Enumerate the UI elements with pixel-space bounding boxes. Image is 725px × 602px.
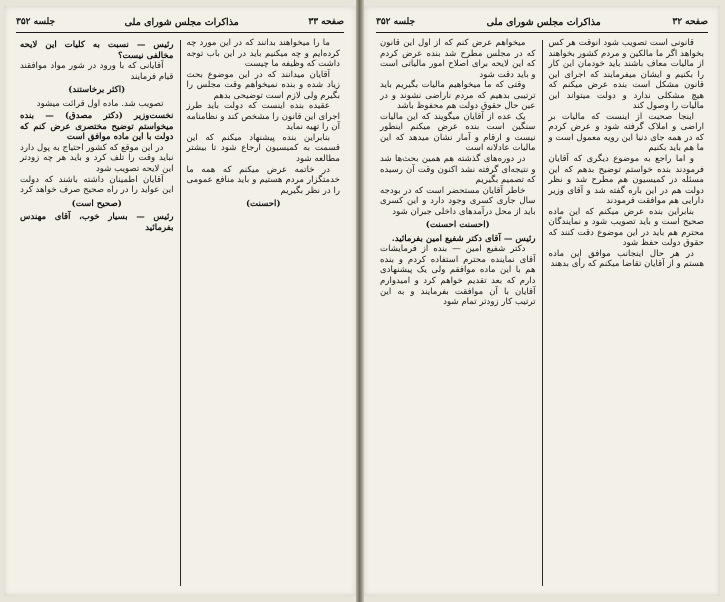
paragraph: در هر حال اینجانب موافق این ماده هستم و از آقایان تقاضا میکنم که رأی بدهند — [548, 248, 704, 270]
speaker-line: نخست‌وزیر (دکتر مصدق) — بنده میخواستم توضیح مختصری عرض کنم که دولت با این ماده موافق است — [20, 111, 174, 143]
right-page-columns — [374, 38, 710, 588]
right-page-header — [376, 14, 708, 30]
applause-note: (احسنت) — [245, 199, 281, 210]
paragraph: بنابراین بنده پیشنهاد میکنم که این قسمت به کمیسیون ارجاع شود تا بیشتر مطالعه شود — [186, 132, 340, 165]
right-page-number: صفحه ۳۲ — [672, 17, 708, 27]
paragraph: در دوره‌های گذشته هم همین بحث‌ها شد و نتیجه‌ای گرفته نشد اکنون وقت آن رسیده که تصمیم بگیریم — [380, 154, 536, 186]
speaker-line: رئیس — بسیار خوب، آقای مهندس بفرمائید — [20, 212, 174, 233]
paragraph: در این موقع که کشور احتیاج به پول دارد نباید وقت را تلف کرد و باید هر چه زودتر این لایحه تصویب شود — [20, 142, 174, 175]
paragraph: دکتر شفیع امین — بنده از فرمایشات آقای نماینده محترم استفاده کردم و بنده هم با این ماده موافقم ولی یک پیشنهادی دارم که بعد تقدیم خواهم کرد و امیدوارم آقایان با آن موافقت بفرمایند و به این ترتیب کار زودتر تمام شود — [380, 244, 536, 308]
speaker-line: رئیس — نسبت به کلیات این لایحه مخالفی نیست؟ — [20, 40, 174, 61]
paragraph: آقایان اطمینان داشته باشند که دولت این عواید را در راه صحیح صرف خواهد کرد — [20, 174, 174, 196]
paragraph: میخواهم عرض کنم که از اول این قانون که در مجلس مطرح شد بنده عرض کردم که این لایحه برای اصلاح امور مالیاتی است و باید دقت شود — [380, 38, 536, 80]
left-page-session: جلسه ۳۵۲ — [16, 17, 56, 27]
left-page-col-outer — [181, 38, 347, 588]
paragraph: عقیده بنده اینست که دولت باید طرز اجرای این قانون را مشخص کند و نظامنامه آن را تهیه نماید — [186, 101, 340, 133]
book-gutter — [356, 0, 364, 602]
left-page-col-inner — [14, 38, 180, 588]
paragraph: وقتی که ما میخواهیم مالیات بگیریم باید ترتیبی بدهیم که مردم ناراضی نشوند و در عین حال حقوق دولت هم محفوظ باشد — [380, 80, 536, 112]
column-divider — [180, 40, 181, 586]
right-page-col-outer — [543, 38, 711, 588]
right-header-rule — [376, 32, 708, 33]
left-page-title: مذاکرات مجلس شورای ملی — [124, 16, 239, 28]
left-page-number: صفحه ۳۳ — [308, 17, 344, 27]
left-header-rule — [16, 32, 344, 33]
paragraph: ما را میخواهند بدانند که در این مورد چه کرده‌ایم و چه میکنیم باید در این باب توجه داشت که وظیفه ما چیست — [186, 38, 340, 70]
paragraph: یک عده از آقایان میگویند که این مالیات سنگین است بنده عرض میکنم اینطور نیست و ارقام و آمار نشان میدهد که این مالیات عادلانه است — [380, 111, 536, 154]
applause-note: (احسنت احسنت) — [425, 220, 490, 231]
speaker-line: رئیس — آقای دکتر شفیع امین بفرمائید. — [391, 233, 536, 244]
paragraph: و اما راجع به موضوع دیگری که آقایان فرمودند بنده خواستم توضیح بدهم که این مسئله در کمیسیون هم مطرح شد و نظر دولت هم در این باره گفته شد و آقای وزیر دارایی هم موافقت فرمودند — [548, 154, 704, 207]
vote-note: (اکثر برخاستند) — [68, 85, 126, 96]
paragraph: بنابراین بنده عرض میکنم که این ماده صحیح است و باید تصویب شود و نمایندگان محترم هم باید در این موضوع دقت کنند که حقوق دولت حفظ شود — [548, 206, 704, 249]
paragraph: اینجا صحبت از اینست که مالیات بر اراضی و املاک گرفته شود و عرض کردم که در همه جای دنیا این رویه معمول است و ما هم باید بکنیم — [548, 111, 704, 154]
right-page-session: جلسه ۳۵۲ — [376, 17, 416, 27]
paragraph: قانونی است تصویب شود آنوقت هر کس بخواهد اگر ما مالکین و مردم کشور بخواهند از مالیات معاف باشند باید خودمان این کار را بکنیم و ایشان میفرمایند که اجرای این قانون مشکل است بنده عرض میکنم که هیچ مشکلی ندارد و دولت میتواند این مالیات را وصول کند — [548, 38, 704, 112]
paragraph: در خاتمه عرض میکنم که همه ما خدمتگزار مردم هستیم و باید منافع عمومی را در نظر بگیریم — [186, 164, 340, 196]
right-page-col-inner — [374, 38, 542, 588]
left-page-columns — [14, 38, 346, 588]
paragraph: خاطر آقایان مستحضر است که در بودجه سال جاری کسری وجود دارد و این کسری باید از محل درآمدهای داخلی جبران شود — [380, 185, 536, 217]
left-page-header — [16, 14, 344, 30]
right-page — [364, 6, 720, 596]
left-page — [4, 6, 356, 596]
right-page-title: مذاکرات مجلس شورای ملی — [486, 16, 601, 28]
paragraph: تصویب شد. ماده اول قرائت میشود — [36, 98, 164, 109]
column-divider — [542, 40, 543, 586]
paragraph: آقایان میدانند که در این موضوع بحث زیاد شده و بنده نمیخواهم وقت مجلس را بگیرم ولی لازم است توضیحی بدهم — [186, 69, 340, 101]
paragraph: آقایانی که با ورود در شور مواد موافقند قیام فرمایند — [20, 61, 174, 82]
applause-note: (صحیح است) — [71, 198, 122, 209]
